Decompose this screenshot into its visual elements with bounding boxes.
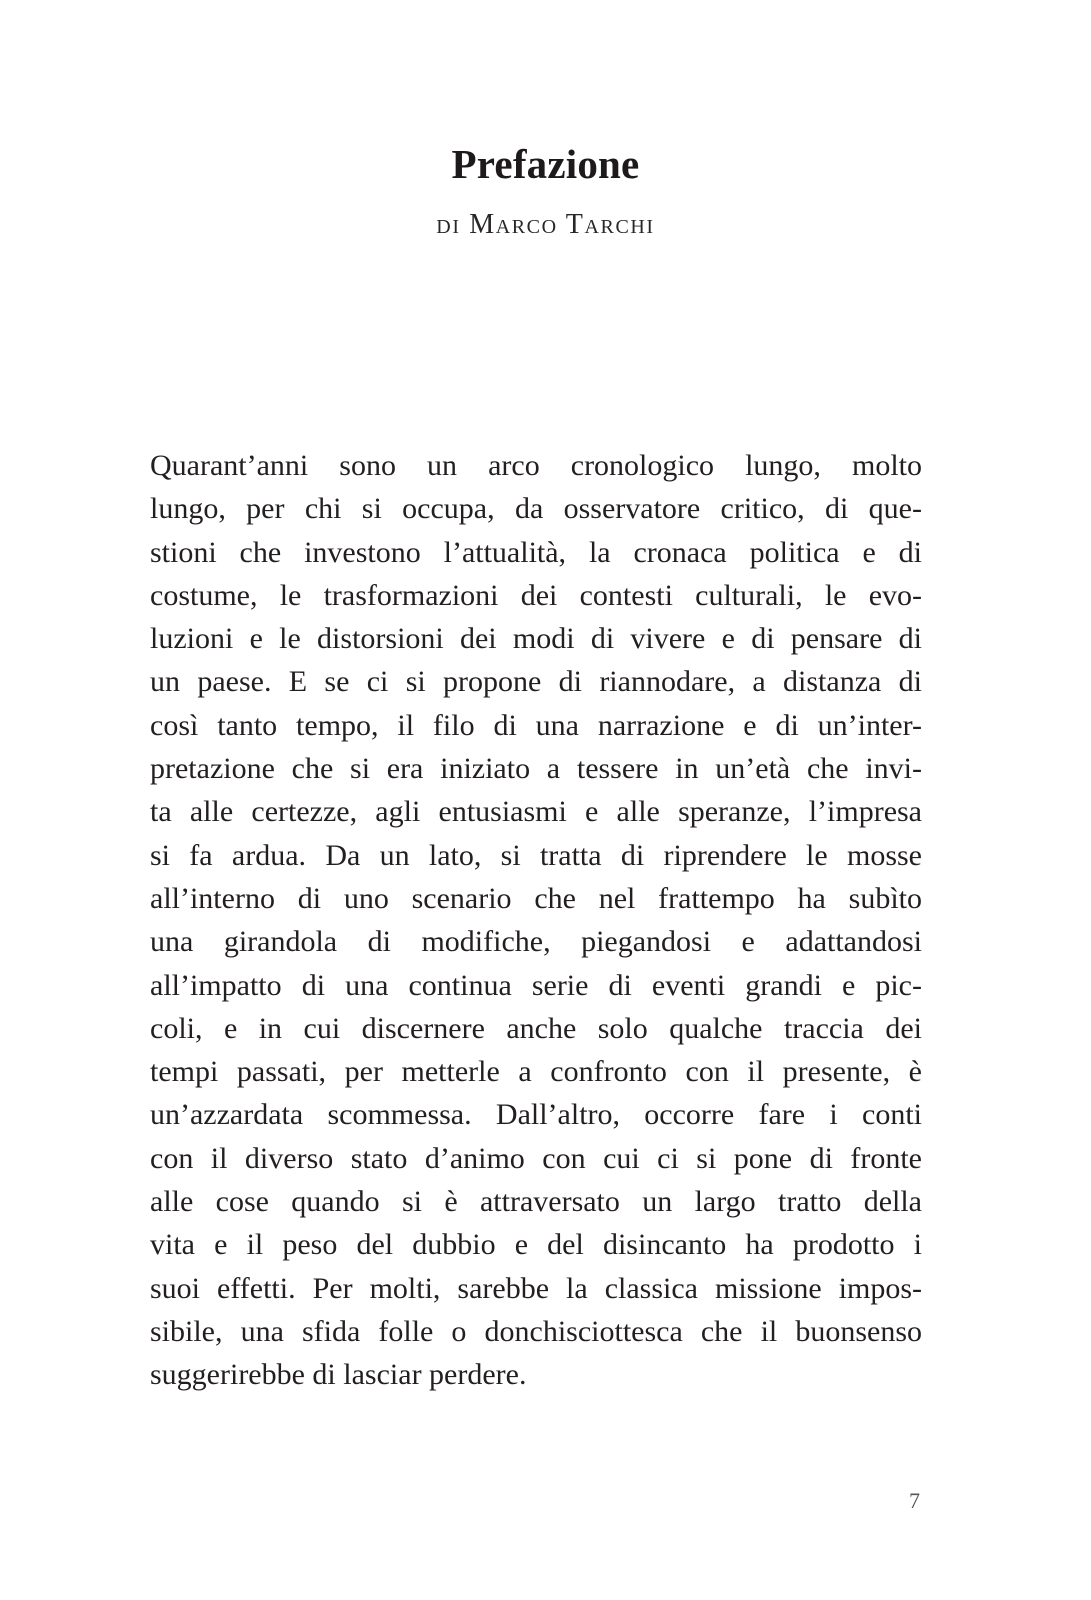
text-line: così tanto tempo, il filo di una narrazione e di un’inter- bbox=[150, 708, 922, 742]
text-line: un paese. E se ci si propone di riannodare, a distanza di bbox=[150, 665, 922, 699]
text-line: lungo, per chi si occupa, da osservatore critico, di que- bbox=[150, 492, 922, 526]
chapter-byline: di Marco Tarchi bbox=[436, 209, 655, 240]
text-line: pretazione che si era iniziato a tessere in un’età che invi- bbox=[150, 752, 922, 786]
text-line: Quarant’anni sono un arco cronologico lungo, molto bbox=[150, 449, 922, 482]
text-line: sibile, una sfida folle o donchisciottesca che il buonsenso bbox=[150, 1314, 922, 1348]
text-line: suoi effetti. Per molti, sarebbe la classica missione impos- bbox=[150, 1271, 922, 1305]
text-line: alle cose quando si è attraversato un largo tratto della bbox=[150, 1185, 922, 1219]
text-line: vita e il peso del dubbio e del disincanto ha prodotto i bbox=[150, 1228, 922, 1262]
text-line: con il diverso stato d’animo con cui ci si pone di fronte bbox=[150, 1141, 922, 1175]
text-line: tempi passati, per metterle a confronto con il presente, è bbox=[150, 1055, 922, 1089]
text-line: luzioni e le distorsioni dei modi di vivere e di pensare di bbox=[150, 622, 922, 656]
text-line: all’interno di uno scenario che nel frattempo ha subìto bbox=[150, 881, 922, 915]
text-line: una girandola di modifiche, piegandosi e adattandosi bbox=[150, 925, 922, 959]
text-line: coli, e in cui discernere anche solo qualche traccia dei bbox=[150, 1011, 922, 1045]
text-line: si fa ardua. Da un lato, si tratta di riprendere le mosse bbox=[150, 838, 922, 872]
text-line: un’azzardata scommessa. Dall’altro, occorre fare i conti bbox=[150, 1098, 922, 1132]
chapter-title: Prefazione bbox=[451, 141, 640, 187]
page-number: 7 bbox=[909, 1488, 920, 1513]
text-line: ta alle certezze, agli entusiasmi e alle speranze, l’impresa bbox=[150, 795, 922, 829]
text-line: suggerirebbe di lasciar perdere. bbox=[150, 1358, 527, 1392]
body-paragraph bbox=[150, 444, 922, 1397]
text-line: costume, le trasformazioni dei contesti culturali, le evo- bbox=[150, 578, 922, 612]
text-line: all’impatto di una continua serie di eventi grandi e pic- bbox=[150, 968, 922, 1002]
text-line: stioni che investono l’attualità, la cronaca politica e di bbox=[150, 535, 922, 569]
